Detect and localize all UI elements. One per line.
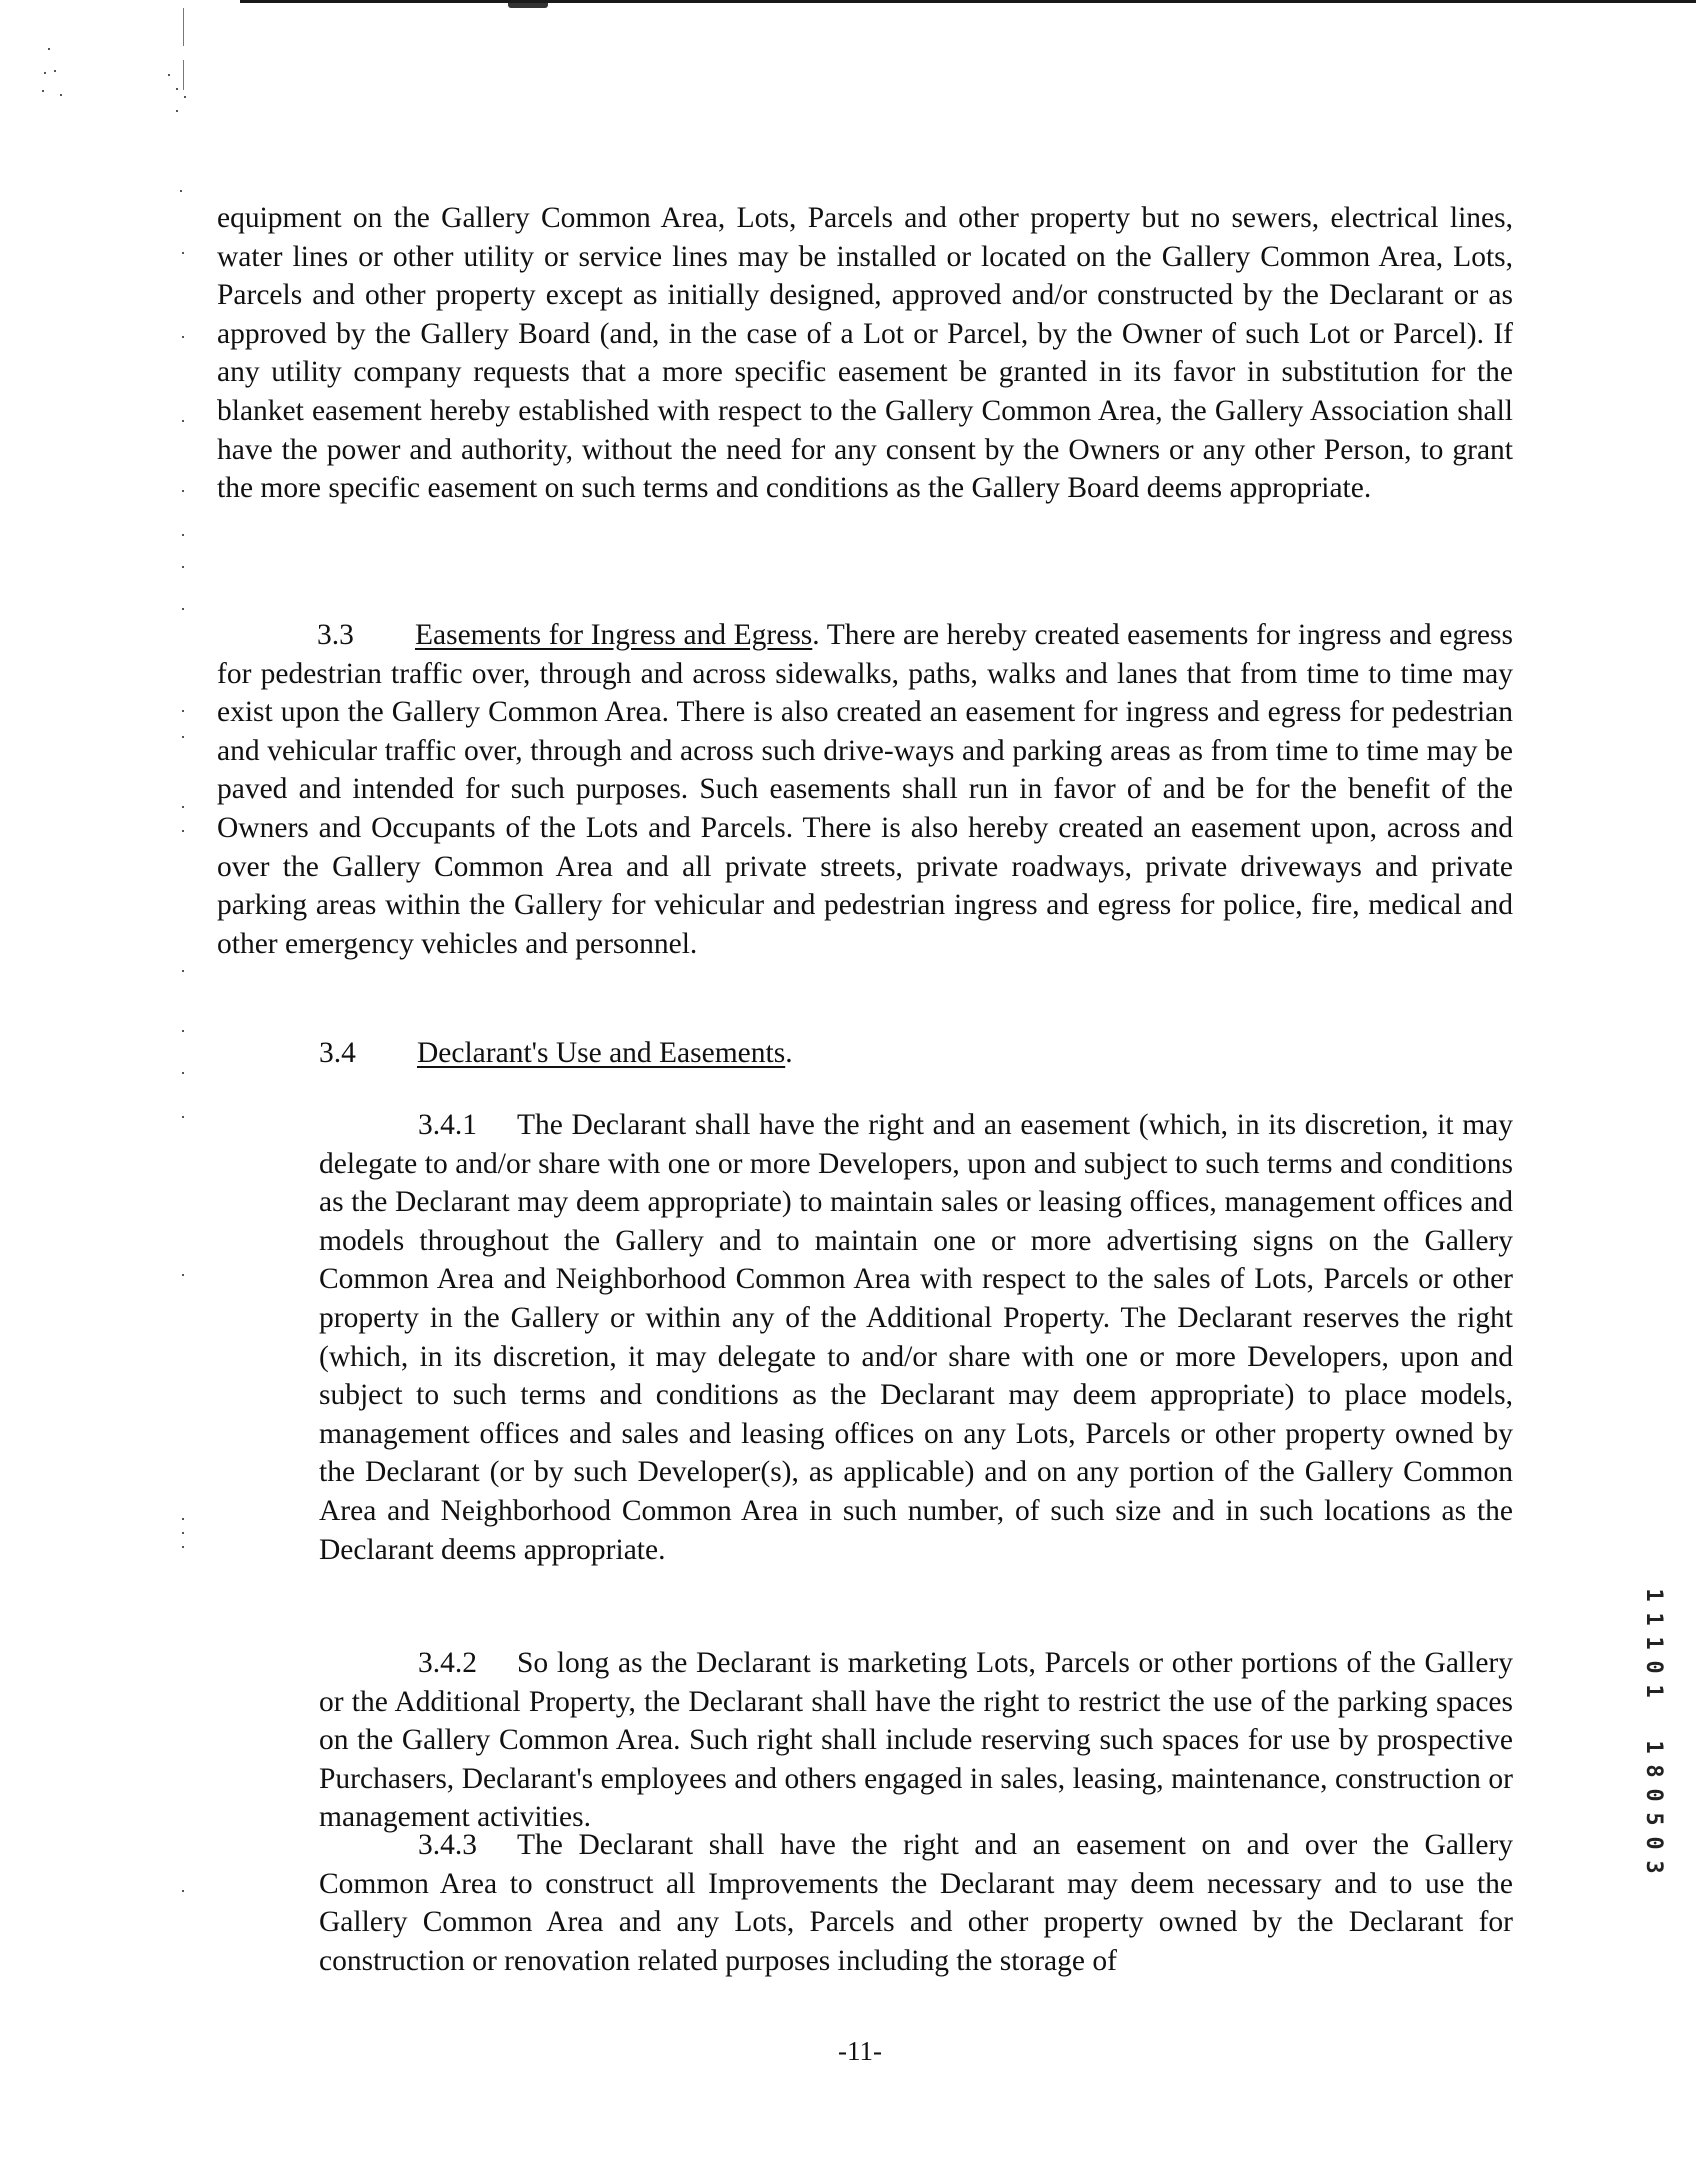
stamp-digit: 0	[1641, 1660, 1666, 1674]
stamp-digit: 0	[1641, 1836, 1666, 1850]
section-3-3-body: . There are hereby created easements for ingress and egress for pedestrian traffic over, through and across sidewalks, paths, walks and lanes that from time to time may exist upon the Gallery Common Area. There is also created an easement for ingress and egress for pedestrian and vehicular traffic over, through and across such drive-ways and parking areas as from time to time may be paved and intended for such purposes. Such easements shall run in favor of and be for the benefit of the Owners and Occupants of the Lots and Parcels. There is also hereby created an easement upon, across and over the Gallery Common Area and all private streets, private roadways, private driveways and private parking areas within the Gallery for vehicular and pedestrian ingress and egress for police, fire, medical and other emergency vehicles and personnel.	[217, 619, 1513, 960]
stamp-digit: 8	[1641, 1764, 1666, 1778]
section-3-3-number: 3.3	[317, 619, 354, 651]
section-3-4-2-body: So long as the Declarant is marketing Lots, Parcels or other portions of the Gallery or the Additional Property, the Declarant shall have the right to restrict the use of the parking spaces on the Gallery Common Area. Such right shall include reserving such spaces for use by prospective Purchasers, Declarant's employees and others engaged in sales, leasing, maintenance, construction or management activities.	[319, 1647, 1513, 1834]
stamp-digit: 1	[1641, 1612, 1666, 1626]
section-3-3-title: Easements for Ingress and Egress	[415, 619, 813, 651]
stamp-digit: 1	[1641, 1588, 1666, 1602]
section-3-4-1-number: 3.4.1	[418, 1109, 477, 1141]
page-number: -11-	[838, 2036, 882, 2066]
scan-top-edge	[240, 0, 1696, 3]
section-3-4-1-body: The Declarant shall have the right and an easement (which, in its discretion, it may delegate to and/or share with one or more Developers, upon and subject to such terms and conditions as the Declarant may deem appropriate) to maintain sales or leasing offices, management offices and models throughout the Gallery and to maintain one or more advertising signs on the Gallery Common Area and Neighborhood Common Area with respect to the sales of Lots, Parcels or other property in the Gallery or within any of the Additional Property. The Declarant reserves the right (which, in its discretion, it may delegate to and/or share with one or more Developers, upon and subject to such terms and conditions as the Declarant may deem appropriate) to place models, management offices and sales and leasing offices on any Lots, Parcels or other property owned by the Declarant (or by such Developer(s), as applicable) and on any portion of the Gallery Common Area and Neighborhood Common Area in such number, of such size and in such locations as the Declarant deems appropriate.	[319, 1109, 1513, 1566]
section-3-4-title: Declarant's Use and Easements	[417, 1037, 786, 1069]
scan-smudge	[508, 3, 548, 8]
section-3-4-3-number: 3.4.3	[418, 1829, 477, 1861]
scan-margin-line	[183, 60, 184, 90]
section-3-4-2	[319, 1644, 1513, 1837]
section-3-4-3-body: The Declarant shall have the right and an easement on and over the Gallery Common Area to construct all Improvements the Declarant may deem necessary and to use the Gallery Common Area and any Lots, Parcels and other property owned by the Declarant for construction or renovation related purposes including the storage of	[319, 1829, 1513, 1977]
section-3-3	[217, 616, 1513, 963]
scan-margin-line	[183, 8, 184, 46]
stamp-digit: 1	[1641, 1740, 1666, 1754]
paragraph-continuation: equipment on the Gallery Common Area, Lots, Parcels and other property but no sewers, electrical lines, water lines or other utility or service lines may be installed or located on the Gallery Common Area, Lots, Parcels and other property except as initially designed, approved and/or constructed by the Declarant or as approved by the Gallery Board (and, in the case of a Lot or Parcel, by the Owner of such Lot or Parcel). If any utility company requests that a more specific easement be granted in its favor in substitution for the blanket easement hereby established with respect to the Gallery Common Area, the Gallery Association shall have the power and authority, without the need for any consent by the Owners or any other Person, to grant the more specific easement on such terms and conditions as the Gallery Board deems appropriate.	[217, 202, 1513, 505]
stamp-digit: 1	[1641, 1636, 1666, 1650]
section-3-4-title-end: .	[785, 1037, 793, 1069]
section-3-4-number: 3.4	[319, 1037, 356, 1069]
scan-margin-specks	[40, 20, 240, 2120]
side-document-stamp	[1638, 1580, 1668, 1920]
stamp-digit: 0	[1641, 1788, 1666, 1802]
section-3-4-3	[319, 1826, 1513, 1980]
stamp-digit: 3	[1641, 1860, 1666, 1874]
stamp-digit: 5	[1641, 1812, 1666, 1826]
stamp-digit: 1	[1641, 1684, 1666, 1698]
section-3-4-1	[319, 1106, 1513, 1569]
section-3-4-2-number: 3.4.2	[418, 1647, 477, 1679]
section-3-4-heading	[319, 1034, 793, 1073]
